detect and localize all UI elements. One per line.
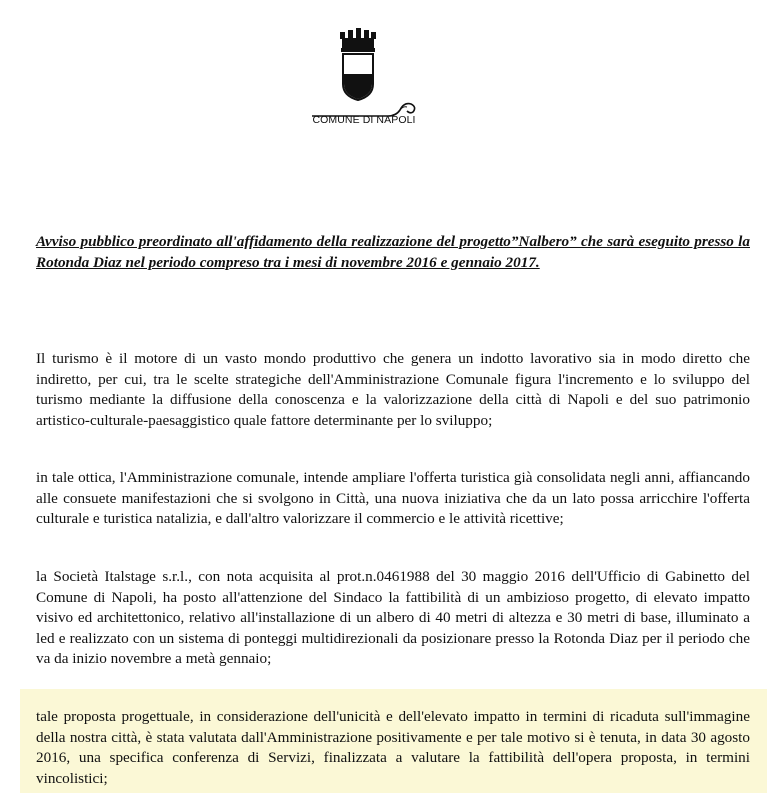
logo-caption: COMUNE DI NAPOLI <box>312 114 416 126</box>
paragraph-3: la Società Italstage s.r.l., con nota acquisita al prot.n.0461988 del 30 maggio 2016 dell'Ufficio di Gabinetto del Comune di Napoli, ha posto all'attenzione del Sindaco la fattibilità di un ambizioso progetto, di elevato impatto visivo ed architettonico, relativo all'installazione di un albero di 40 metri di altezza e 30 metri di base, illuminato a led e realizzato con un sistema di ponteggi multidirezionali da posizionare presso la Rotonda Diaz per il periodo che va da inizio novembre a metà gennaio; <box>36 568 750 668</box>
paragraph-2: in tale ottica, l'Amministrazione comunale, intende ampliare l'offerta turistica già consolidata negli anni, affiancando alle consuete manifestazioni che si svolgono in Città, una nuova iniziativa che da un lato possa arricchire l'offerta culturale e turistica natalizia, e dall'altro valorizzare il commercio e le attività ricettive; <box>36 469 750 528</box>
paragraph-1: Il turismo è il motore di un vasto mondo produttivo che genera un indotto lavorativo sia in modo diretto che indiretto, per cui, tra le scelte strategiche dell'Amministrazione Comunale figura l'incremento e lo sviluppo del turismo mediante la diffusione della conoscenza e la valorizzazione della città di Napoli e del suo patrimonio artistico-culturale-paesaggistico quale fattore determinante per lo sviluppo; <box>36 350 750 429</box>
document-title: Avviso pubblico preordinato all'affidamento della realizzazione del progetto”Nalbero” che sarà eseguito presso la Rotonda Diaz nel periodo compreso tra i mesi di novembre 2016 e gennaio 2017. <box>36 233 750 271</box>
crown-icon <box>340 28 376 52</box>
city-crest-logo <box>310 28 420 128</box>
paragraph-4: tale proposta progettuale, in considerazione dell'unicità e dell'elevato impatto in termini di ricaduta sull'immagine della nostra città, è stata valutata dall'Amministrazione positivamente e per tale motivo si è tenuta, in data 30 agosto 2016, una specifica conferenza di Servizi, finalizzata a valutare la fattibilità dell'opera proposta, in termini vincolistici; <box>36 708 750 787</box>
